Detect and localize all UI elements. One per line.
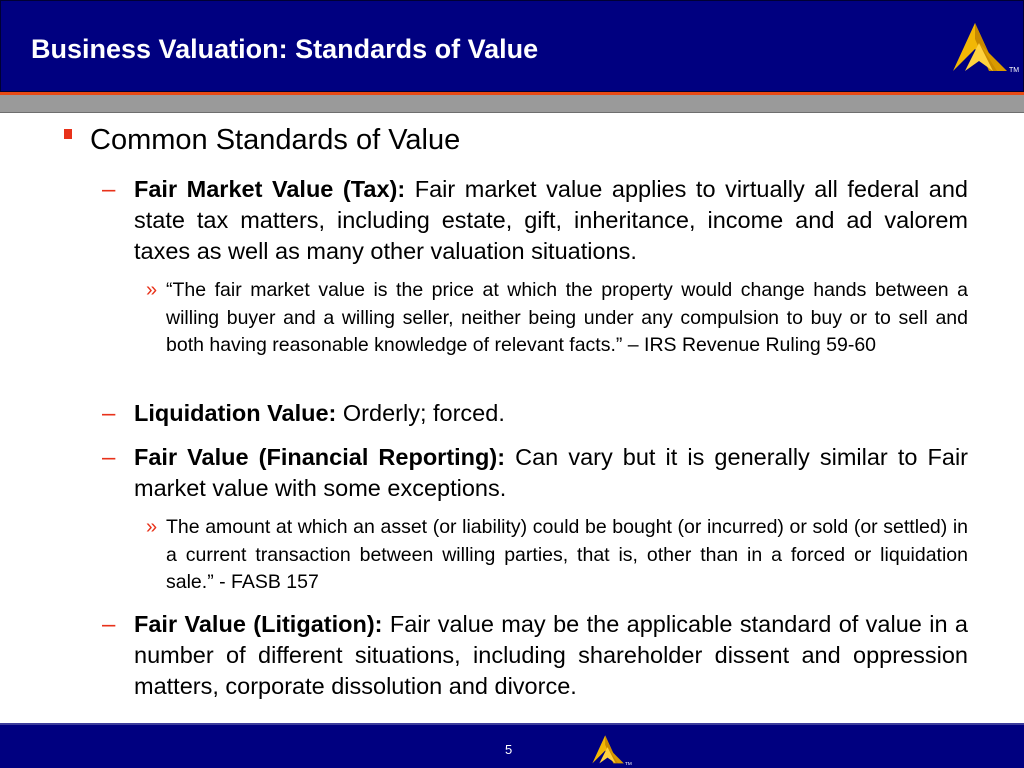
dash-bullet: –: [102, 176, 116, 203]
item-paragraph: [134, 609, 968, 702]
page-number: 5: [505, 742, 513, 757]
item-label: Liquidation Value:: [134, 400, 337, 426]
list-item: [102, 609, 968, 702]
slide-header: [0, 0, 1024, 92]
trademark-label: TM: [1009, 67, 1020, 74]
company-logo-icon: [949, 19, 1021, 77]
slide-title: Business Valuation: Standards of Value: [31, 34, 539, 64]
item-label: Fair Value (Financial Reporting):: [134, 444, 506, 470]
slide-footer: [0, 723, 1024, 768]
quote-item: [146, 514, 968, 597]
quote-text: The amount at which an asset (or liability) could be bought (or incurred) or sold (or settled) in a current transaction between willing parties, that is, other than in a forced or liquidation sale.” - FASB 157: [166, 516, 968, 593]
footer-trademark-label: TM: [625, 761, 632, 767]
dash-bullet: –: [102, 444, 116, 471]
red-square-bullet-icon: [64, 129, 72, 139]
item-paragraph: [134, 174, 968, 267]
footer-logo-icon: [590, 733, 632, 767]
item-paragraph: [134, 442, 968, 504]
quote-item: [146, 277, 968, 360]
dash-bullet: –: [102, 611, 116, 638]
list-item: [102, 398, 968, 429]
item-label: Fair Market Value (Tax):: [134, 176, 406, 202]
item-text: Orderly; forced.: [336, 400, 505, 426]
item-text: Can vary but it is generally similar to Fair market value with some exceptions.: [134, 444, 968, 501]
chevron-bullet: »: [146, 516, 158, 538]
dash-bullet: –: [102, 400, 116, 427]
content-heading: Common Standards of Value: [90, 124, 461, 156]
list-item: [102, 442, 968, 504]
item-paragraph: [134, 398, 968, 429]
item-text: Fair market value applies to virtually all federal and state tax matters, including estate, gift, inheritance, income and ad valorem taxes as well as many other valuation situations.: [134, 176, 968, 264]
chevron-bullet: »: [146, 279, 158, 301]
header-gray-band: [0, 95, 1024, 113]
list-item: [102, 174, 968, 267]
item-text: Fair value may be the applicable standard of value in a number of different situations, including shareholder dissent and oppression matters, corporate dissolution and divorce.: [134, 611, 968, 699]
quote-text: “The fair market value is the price at which the property would change hands between a willing buyer and a willing seller, neither being under any compulsion to buy or to sell and both having reasonable knowledge of relevant facts.” – IRS Revenue Ruling 59-60: [166, 279, 968, 356]
item-label: Fair Value (Litigation):: [134, 611, 383, 637]
